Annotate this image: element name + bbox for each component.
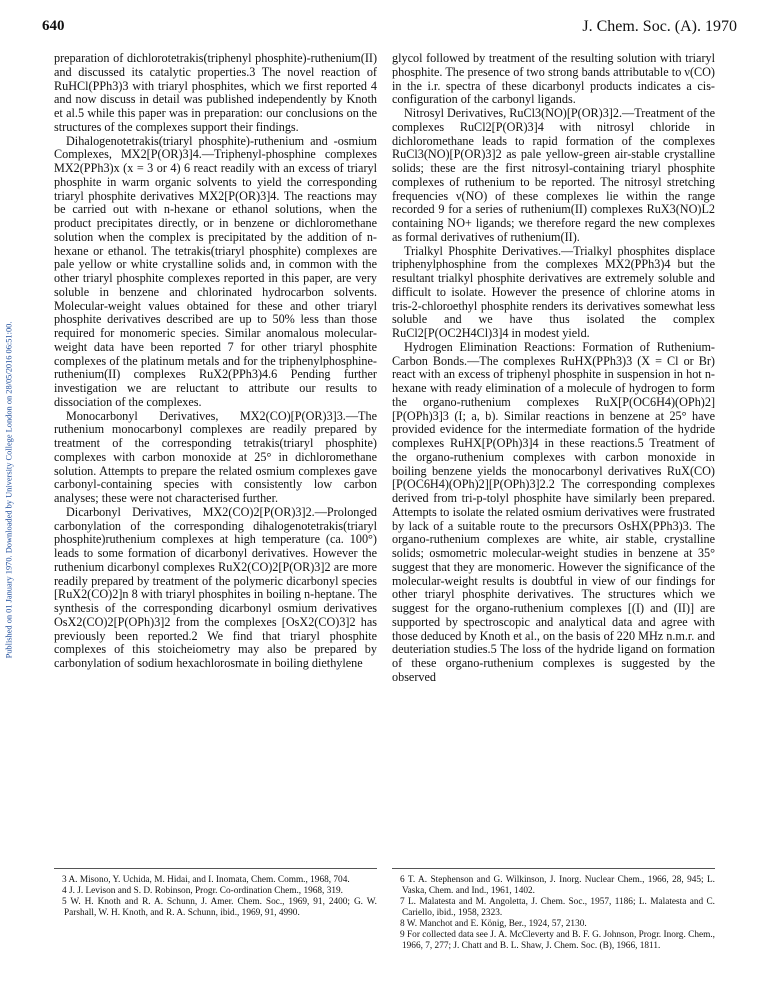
paragraph: preparation of dichlorotetrakis(triphenyl phosphite)-ruthenium(II) and discussed its catalytic properties.3 The novel reaction of RuHCl(PPh3)3 with triaryl phosphites, which we first reported 4 and now discuss in detail was published independently by Knoth et al.5 while this paper was in preparation: our conclusions on the structures of the complexes support their findings. (54, 51, 377, 134)
footnotes-left (54, 875, 377, 919)
paragraph: Monocarbonyl Derivatives, MX2(CO)[P(OR)3]3.—The ruthenium monocarbonyl complexes are readily prepared by treatment of the corresponding tetrakis(triaryl phosphite) complexes with carbon monoxide at 25° in dichloromethane solution. Attempts to prepare the related osmium complexes gave carbonyl-containing species with consistently low carbon analyses; these were not characterised further. (54, 408, 377, 505)
footnote: 3 A. Misono, Y. Uchida, M. Hidai, and I. Inomata, Chem. Comm., 1968, 704. (62, 875, 350, 885)
journal-title: J. Chem. Soc. (A). 1970 (582, 18, 737, 35)
paragraph: Dicarbonyl Derivatives, MX2(CO)2[P(OR)3]2.—Prolonged carbonylation of the corresponding dihalogenotetrakis(triaryl phosphite)ruthenium complexes at high temperature (ca. 100°) leads to some formation of dicarbonyl derivatives. However the ruthenium dicarbonyl complexes RuX2(CO)2[P(OR)3]2 are more readily prepared by treatment of the polymeric dicarbonyl species [RuX2(CO)2]n 8 with triaryl phosphites in boiling n-heptane. The synthesis of the corresponding dicarbonyl osmium derivatives OsX2(CO)2[P(OPh)3]2 from the complexes [OsX2(CO)3]2 has previously been reported.2 We find that triaryl phosphite complexes of this stoicheiometry may also be prepared by carbonylation of sodium hexachlorosmate in boiling diethylene (54, 504, 377, 670)
right-column (392, 52, 715, 685)
footnote: 7 L. Malatesta and M. Angoletta, J. Chem. Soc., 1957, 1186; L. Malatesta and C. Cariello, ibid., 1958, 2323. (400, 897, 715, 918)
page-header (42, 18, 737, 40)
page-number: 640 (42, 18, 65, 34)
footnote-divider (392, 868, 715, 869)
download-notice-text: Published on 01 January 1970. Downloaded by University College London on 28/05/2016 06:51:00. (4, 321, 14, 659)
left-column (54, 52, 377, 671)
footnote: 5 W. H. Knoth and R. A. Schunn, J. Amer. Chem. Soc., 1969, 91, 2400; G. W. Parshall, W. H. Knoth, and R. A. Schunn, ibid., 1969, 91, 4990. (62, 897, 377, 918)
footnote-divider (54, 868, 377, 869)
footnote: 6 T. A. Stephenson and G. Wilkinson, J. Inorg. Nuclear Chem., 1966, 28, 945; L. Vaska, Chem. and Ind., 1961, 1402. (400, 875, 715, 896)
download-notice (2, 150, 16, 830)
paragraph: glycol followed by treatment of the resulting solution with triaryl phosphite. The presence of two strong bands attributable to ν(CO) in the i.r. spectra of these dicarbonyl products indicates a cis-configuration of the carbonyl ligands. (392, 51, 715, 107)
paragraph: Trialkyl Phosphite Derivatives.—Trialkyl phosphites displace triphenylphosphine from the complexes MX2(PPh3)4 but the resultant trialkyl phosphite derivatives are extremely soluble and difficult to isolate. However the presence of chlorine atoms in tris-2-chloroethyl phosphite renders its derivatives somewhat less soluble and we have thus isolated the complex RuCl2[P(OC2H4Cl)3]4 in modest yield. (392, 243, 715, 340)
paragraph: Nitrosyl Derivatives, RuCl3(NO)[P(OR)3]2.—Treatment of the complexes RuCl2[P(OR)3]4 with nitrosyl chloride in dichloromethane leads to rapid formation of the complexes RuCl3(NO)[P(OR)3]2 as pale yellow-green air-stable crystalline solids; these are the first nitrosyl-containing triaryl phosphite complexes of ruthenium to be reported. The nitrosyl stretching frequencies ν(NO) of these complexes lie within the range recorded 9 for a series of ruthenium(II) complexes RuX3(NO)L2 containing NO+ ligands; we therefore regard the new complexes as formal derivatives of ruthenium(II). (392, 106, 715, 244)
footnote: 8 W. Manchot and E. König, Ber., 1924, 57, 2130. (400, 919, 587, 929)
footnotes-right (392, 875, 715, 952)
footnote: 4 J. J. Levison and S. D. Robinson, Progr. Co-ordination Chem., 1968, 319. (62, 886, 343, 896)
footnote: 9 For collected data see J. A. McCleverty and B. F. G. Johnson, Progr. Inorg. Chem., 1966, 7, 277; J. Chatt and B. L. Shaw, J. Chem. Soc. (B), 1966, 1811. (400, 930, 715, 951)
paragraph: Hydrogen Elimination Reactions: Formation of Ruthenium-Carbon Bonds.—The complexes RuHX(PPh3)3 (X = Cl or Br) react with an excess of triphenyl phosphite in suspension in hot n-hexane with ready elimination of a molecule of hydrogen to form the organo-ruthenium complexes RuX[P(OC6H4)(OPh)2][P(OPh)3]3 (I; a, b). Similar reactions in benzene at 25° have provided evidence for the intermediate formation of the hydride complexes RuHX[P(OPh)3]4 in these reactions.5 Treatment of the organo-ruthenium complexes with carbon monoxide in boiling benzene yields the monocarbonyl derivatives RuX(CO)[P(OC6H4)(OPh)2][P(OPh)3]2.2 The corresponding complexes derived from tri-p-tolyl phosphite have similarly been prepared. Attempts to isolate the related osmium derivatives were frustrated by lack of a suitable route to the precursors OsHX(PPh3)3. The organo-ruthenium complexes are white, air stable, crystalline solids; osmometric molecular-weight studies in benzene at 35° suggest that they are monomeric. However the significance of the molecular-weight results is doubtful in view of our findings for other triaryl phosphite derivatives. The structures which we suggest for the organo-ruthenium complexes [(I) and (II)] are supported by spectroscopic and analytical data and agree with those deduced by Knoth et al., on the basis of 220 MHz n.m.r. and deuteriation studies.5 The loss of the hydride ligand on formation of these organo-ruthenium complexes is suggested by the observed (392, 339, 715, 684)
paragraph: Dihalogenotetrakis(triaryl phosphite)-ruthenium and -osmium Complexes, MX2[P(OR)3]4.—Triphenyl-phosphine complexes MX2(PPh3)x (x = 3 or 4) 6 react readily with an excess of triaryl phosphite in warm organic solvents to yield the corresponding triaryl phosphite derivatives MX2[P(OR)3]4. The reactions may be carried out with n-hexane or ethanol solutions, when the product precipitates directly, or in benzene or dichloromethane solution when the complex is precipitated by the addition of n-hexane or ethanol. The tetrakis(triaryl phosphite) complexes are pale yellow or white crystalline solids and, in common with the other triaryl phosphite complexes reported in this paper, are very soluble in benzene and chlorinated hydrocarbon solvents. Molecular-weight values obtained for these and other triaryl phosphite derivatives described are up to 50% less than those required for monomeric species. Similar anomalous molecular-weight data have been reported 7 for other triaryl phosphite complexes of the platinum metals and for the triphenylphosphine-ruthenium(II) complexes RuX2(PPh3)4.6 Pending further investigation we are reluctant to attribute our results to dissociation of the complexes. (54, 133, 377, 409)
